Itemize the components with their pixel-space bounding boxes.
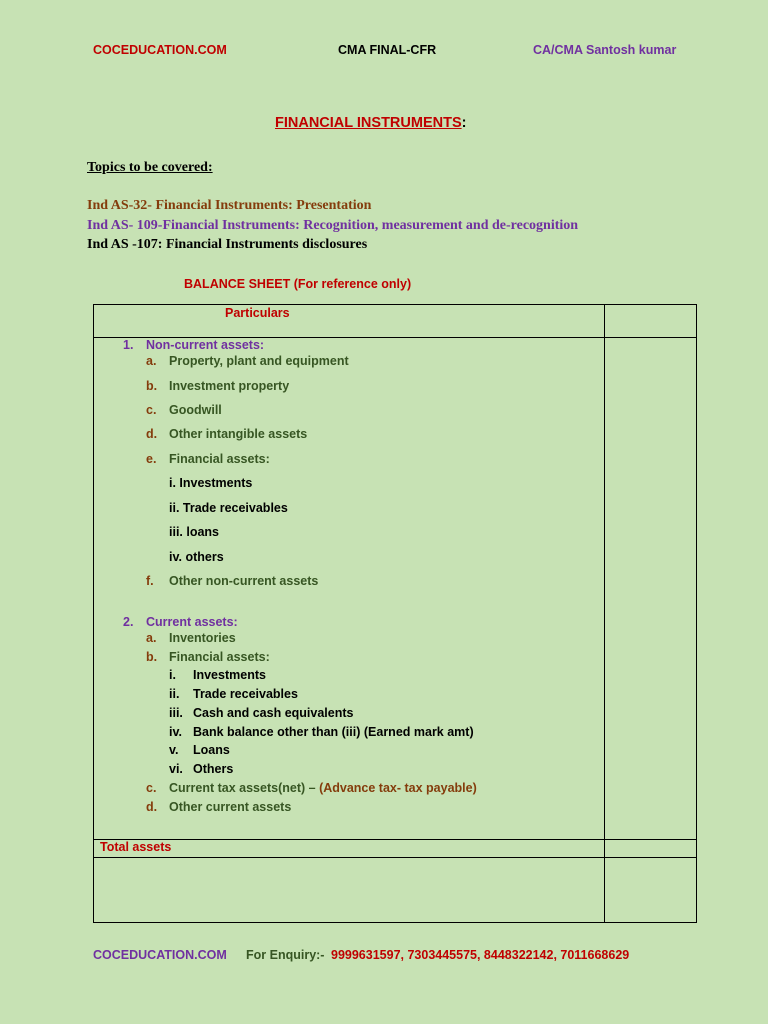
table-cell xyxy=(94,858,605,923)
list-item: Property, plant and equipment xyxy=(169,354,349,368)
list-number: 1. xyxy=(123,338,134,352)
page-title: FINANCIAL INSTRUMENTS: xyxy=(275,115,467,131)
sub-item: Loans xyxy=(193,743,230,757)
list-marker: f. xyxy=(146,574,154,588)
sub-marker: vi. xyxy=(169,762,183,776)
list-item: Financial assets: xyxy=(169,452,270,466)
total-assets-label: Total assets xyxy=(100,840,172,854)
table-cell xyxy=(94,305,605,338)
list-item: Other current assets xyxy=(169,800,292,814)
list-item: Investment property xyxy=(169,379,290,393)
sub-item: Investments xyxy=(193,668,266,682)
list-marker: a. xyxy=(146,354,157,368)
topic-item: Ind AS- 109-Financial Instruments: Recognition, measurement and de-recognition xyxy=(87,218,579,233)
list-marker: b. xyxy=(146,379,158,393)
sub-marker: v. xyxy=(169,743,179,757)
list-marker: d. xyxy=(146,427,158,441)
list-marker: b. xyxy=(146,650,158,664)
particulars-header: Particulars xyxy=(225,306,290,320)
table-cell xyxy=(605,840,697,858)
total-row xyxy=(94,840,697,858)
sub-item: iii. loans xyxy=(169,525,220,539)
list-item: Goodwill xyxy=(169,403,222,417)
table-cell xyxy=(94,338,605,840)
list-item: Financial assets: xyxy=(169,650,270,664)
list-item: Other non-current assets xyxy=(169,574,319,588)
header-course: CMA FINAL-CFR xyxy=(338,43,437,57)
sub-item: Trade receivables xyxy=(193,687,298,701)
balance-sheet-table xyxy=(93,304,697,923)
header-author: CA/CMA Santosh kumar xyxy=(533,43,677,57)
section-label: Non-current assets: xyxy=(146,338,265,352)
sub-item: Bank balance other than (iii) (Earned mark amt) xyxy=(193,725,474,739)
topics-heading: Topics to be covered: xyxy=(87,160,213,175)
balance-sheet-caption: BALANCE SHEET (For reference only) xyxy=(184,277,412,291)
table-cell xyxy=(605,305,697,338)
table-cell xyxy=(605,338,697,840)
topic-item: Ind AS -107: Financial Instruments disclosures xyxy=(87,237,368,252)
table-body-row xyxy=(94,338,697,840)
empty-row xyxy=(94,858,697,923)
list-number: 2. xyxy=(123,615,134,629)
list-item: Current tax assets(net) – (Advance tax- tax payable) xyxy=(169,781,477,795)
list-marker: e. xyxy=(146,452,157,466)
section-label: Current assets: xyxy=(146,615,238,629)
sub-item: Cash and cash equivalents xyxy=(193,706,354,720)
sub-marker: iii. xyxy=(169,706,183,720)
sub-item: ii. Trade receivables xyxy=(169,501,288,515)
list-marker: c. xyxy=(146,781,157,795)
table-cell xyxy=(94,840,605,858)
sub-item: iv. others xyxy=(169,550,224,564)
topic-item: Ind AS-32- Financial Instruments: Presentation xyxy=(87,198,372,213)
list-marker: a. xyxy=(146,631,157,645)
header-site: COCEDUCATION.COM xyxy=(93,43,227,57)
list-item: Other intangible assets xyxy=(169,427,308,441)
list-item: Inventories xyxy=(169,631,236,645)
table-header-row xyxy=(94,305,697,338)
sub-marker: iv. xyxy=(169,725,182,739)
sub-item: i. Investments xyxy=(169,476,253,490)
footer-site: COCEDUCATION.COM xyxy=(93,948,227,962)
sub-marker: i. xyxy=(169,668,176,682)
sub-marker: ii. xyxy=(169,687,180,701)
list-marker: d. xyxy=(146,800,158,814)
sub-item: Others xyxy=(193,762,234,776)
footer-phones: 9999631597, 7303445575, 8448322142, 7011668629 xyxy=(331,948,630,962)
table-cell xyxy=(605,858,697,923)
footer-enquiry-label: For Enquiry:- xyxy=(246,948,325,962)
list-marker: c. xyxy=(146,403,157,417)
